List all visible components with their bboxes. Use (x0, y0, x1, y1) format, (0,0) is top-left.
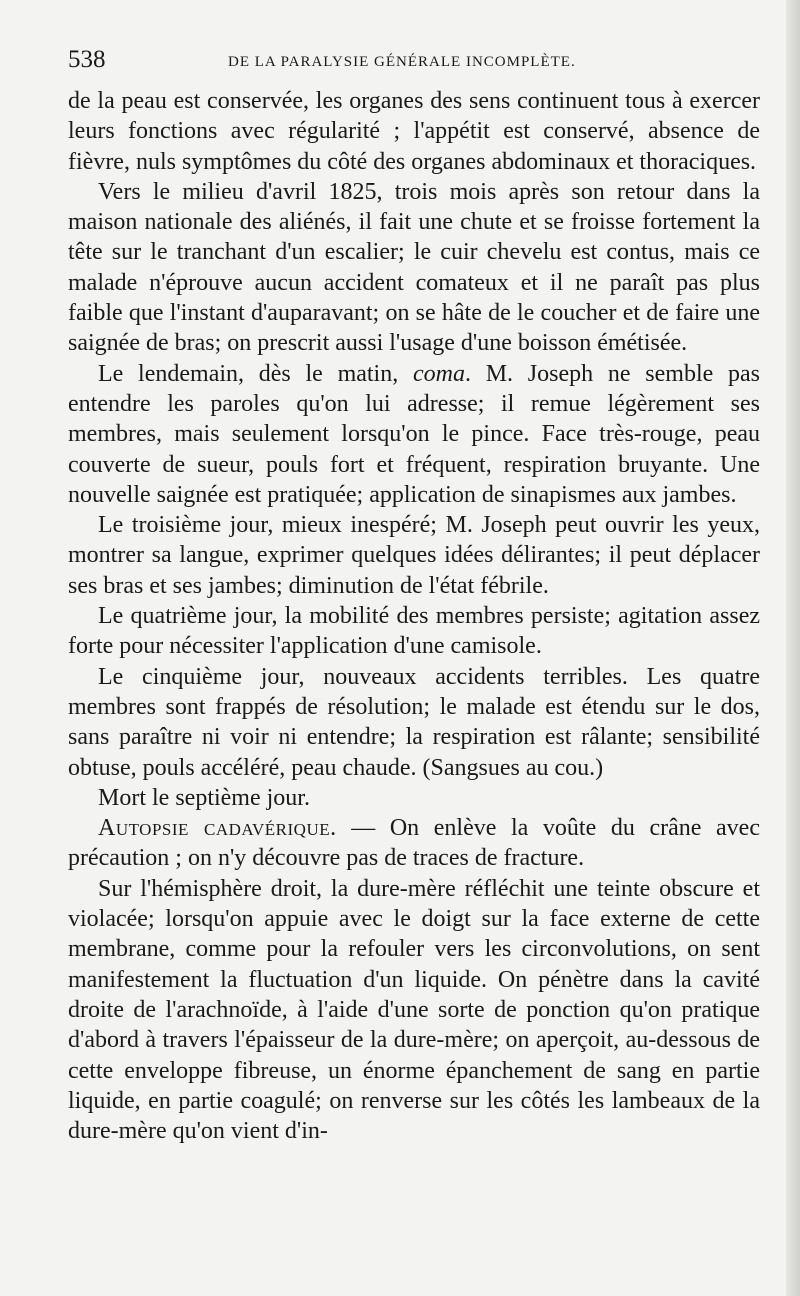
paragraph-9: Sur l'hémisphère droit, la dure-mère réfléchit une teinte obscure et violacée; lorsqu'on appuie avec le doigt sur la face externe de cette membrane, comme pour la refouler vers les circonvolutions, on sent manifestement la fluctuation d'un liquide. On pénètre dans la cavité droite de l'arachnoïde, à l'aide d'une sorte de ponction qu'on pratique d'abord à travers l'épaisseur de la dure-mère; on aperçoit, au-dessous de cette enveloppe fibreuse, un énorme épanchement de sang en partie liquide, en partie coagulé; on renverse sur les côtés les lambeaux de la dure-mère qu'on vient d'in- (68, 875, 760, 1145)
paragraph-6: Le cinquième jour, nouveaux accidents terribles. Les quatre membres sont frappés de résolution; le malade est étendu sur le dos, sans paraître ni voir ni entendre; la respiration est râlante; sensibilité obtuse, pouls accéléré, peau chaude. (Sangsues au cou.) (68, 663, 760, 781)
page-number: 538 (68, 46, 106, 73)
paragraph-3 (68, 359, 760, 510)
page-header (68, 46, 758, 76)
paragraph-8-text: — On enlève la voûte du crâne avec précaution ; on n'y découvre pas de traces de fracture. (68, 815, 760, 872)
paragraph-3-rest: . M. Joseph ne semble pas entendre les paroles qu'on lui adresse; il remue légèrement ses membres, mais seulement lorsqu'on le pince. Face très-rouge, peau couverte de sueur, pouls fort et fréquent, respiration bruyante. Une nouvelle saignée est pratiquée; application de sinapismes aux jambes. (68, 360, 760, 508)
section-heading-autopsy: Autopsie cadavérique. (98, 815, 337, 842)
paragraph-7: Mort le septième jour. (98, 784, 310, 811)
running-head: DE LA PARALYSIE GÉNÉRALE INCOMPLÈTE. (228, 54, 576, 70)
paragraph-2: Vers le milieu d'avril 1825, trois mois après son retour dans la maison nationale des aliénés, il fait une chute et se froisse fortement la tête sur le tranchant d'un escalier; le cuir chevelu est contus, mais ce malade n'éprouve aucun accident comateux et il ne paraît pas plus faible que l'instant d'auparavant; on se hâte de le coucher et de faire une saignée de bras; on prescrit aussi l'usage d'une boisson émétisée. (68, 178, 760, 357)
paragraph-1: de la peau est conservée, les organes des sens continuent tous à exercer leurs fonctions avec régularité ; l'appétit est conservé, absence de fièvre, nuls symptômes du côté des organes abdominaux et thoraciques. (68, 88, 760, 175)
body-text (68, 86, 760, 1146)
paragraph-4: Le troisième jour, mieux inespéré; M. Joseph peut ouvrir les yeux, montrer sa langue, exprimer quelques idées délirantes; il peut déplacer ses bras et ses jambes; diminution de l'état fébrile. (68, 512, 760, 599)
paragraph-8 (68, 813, 760, 874)
paragraph-3-start: Le lendemain, dès le matin, (98, 360, 413, 387)
page-edge-shadow (786, 0, 800, 1296)
paragraph-5: Le quatrième jour, la mobilité des membres persiste; agitation assez forte pour nécessiter l'application d'une camisole. (68, 603, 760, 660)
paragraph-3-italic: coma (412, 360, 465, 387)
